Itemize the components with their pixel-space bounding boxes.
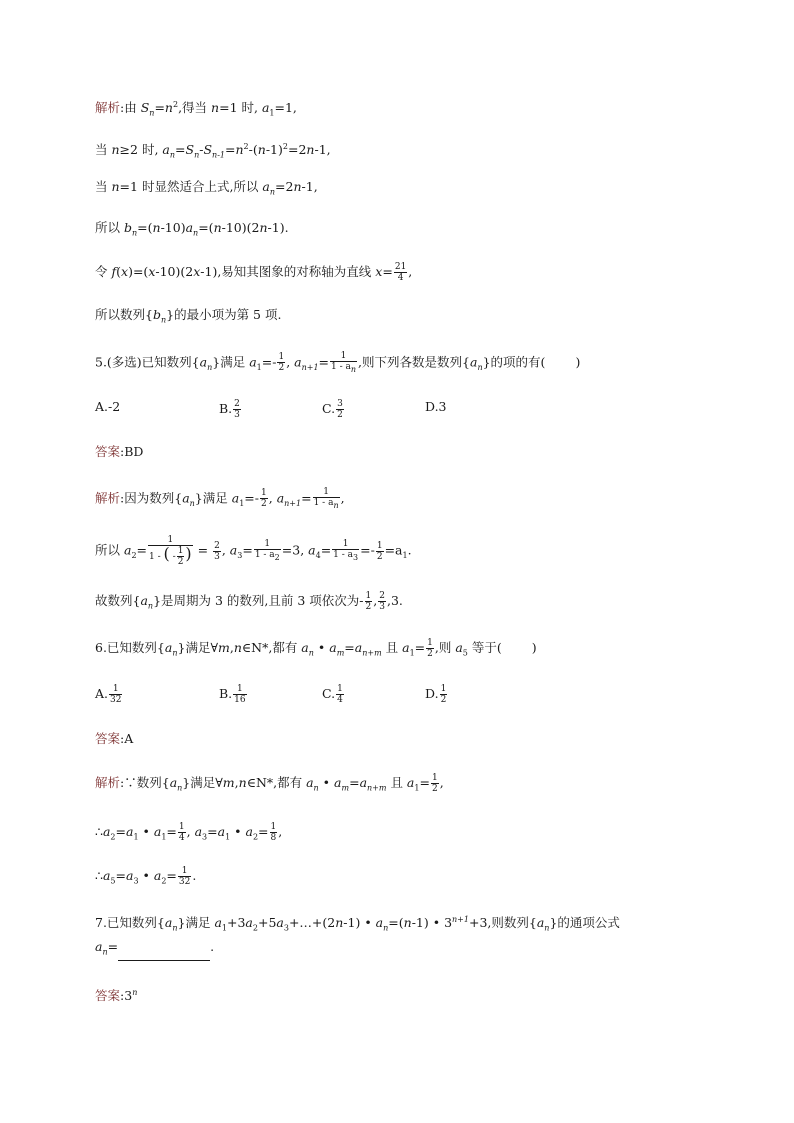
answer-label: 答案	[95, 988, 121, 1004]
q6-analysis-line-3: $\therefore a_5=a_3$ • $a_2=$ $\frac{1}{32}$ .	[95, 866, 197, 887]
q6-answer: 答案:A	[95, 731, 134, 746]
q5-option-a[interactable]: A.-2	[95, 399, 121, 414]
q7-answer: 答案:3$^n$	[95, 988, 138, 1004]
answer-label: 答案	[95, 444, 121, 459]
answer-blank[interactable]	[118, 948, 210, 961]
fraction: $\frac{21}{4}$	[394, 262, 407, 283]
q7-stem-line-1: 7.已知数列$\{a_n\}$满足 $a_1+3a_2+5a_3+\dots+(2n-1)$ • $a_n=(n-1)$ • $3^{n+1}+3$,则数列$\{a_n\}$的通项公式	[95, 915, 620, 933]
p4-analysis-line-1: 解析:由 $S_n=n^2$,得当 n=1 时, $a_1=1$,	[95, 100, 297, 118]
q6-option-a[interactable]: A. $\frac{1}{32}$	[95, 684, 122, 705]
q6-analysis-line-2: $\therefore a_2=a_1$ • $a_1=$ $\frac{1}{4}$ , $a_3=a_1$ • $a_2=$ $\frac{1}{8}$ ,	[95, 822, 283, 843]
q6-option-d[interactable]: D. $\frac{1}{2}$	[425, 684, 447, 705]
q7-stem-line-2: $a_n=$ .	[95, 939, 214, 961]
q5-option-c[interactable]: C. $\frac{3}{2}$	[322, 399, 343, 420]
q5-stem: 5.(多选)已知数列$\{a_n\}$满足 $a_1=-$ $\frac{1}{2}$ , $a_{n+1}=$ $\frac{1}{1 - a_n}$ ,则下列各数是数列$\{a_n\}$的项的有( )	[95, 351, 581, 374]
analysis-label: 解析	[95, 100, 121, 116]
analysis-label: 解析	[95, 775, 121, 790]
q5-option-d[interactable]: D.3	[425, 399, 447, 414]
analysis-label: 解析	[95, 490, 121, 506]
q5-analysis-line-2: 所以 $a_2=$ 1 1 - ( - $\frac{1}{2}$ ) = $\frac{2}{3}$ , $a_3=$ $\frac{1}{1 - a_2}$ =3, $a_4=$ $\frac{1}{1 - a_3}$ =- $\frac{1}{2}$ $=a_1$.	[95, 535, 412, 567]
answer-label: 答案	[95, 731, 121, 746]
p4-analysis-line-5: 令 f(x)=(x-10)(2x-1),易知其图象的对称轴为直线 x= $\frac{21}{4}$ ,	[95, 262, 413, 283]
q6-options	[95, 684, 495, 704]
q6-stem: 6.已知数列$\{a_n\}$满足∀m,n∈N*,都有 $a_n$ • $a_m=a_{n+m}$ 且 $a_1=$ $\frac{1}{2}$ ,则 $a_5$ 等于( )	[95, 638, 537, 659]
q6-option-c[interactable]: C. $\frac{1}{4}$	[322, 684, 343, 705]
p4-analysis-line-6: 所以数列$\{b_n\}$的最小项为第 5 项.	[95, 307, 282, 325]
q6-analysis-line-1: 解析:∵数列$\{a_n\}$满足∀m,n∈N*,都有 $a_n$ • $a_m=a_{n+m}$ 且 $a_1=$ $\frac{1}{2}$ ,	[95, 773, 444, 794]
q5-analysis-line-1: 解析:因为数列$\{a_n\}$满足 $a_1=-$ $\frac{1}{2}$ , $a_{n+1}=$ $\frac{1}{1 - a_n}$ ,	[95, 487, 345, 510]
q6-option-b[interactable]: B. $\frac{1}{16}$	[219, 684, 246, 705]
p4-analysis-line-2: 当 n≥2 时, $a_n=S_n-S_{n-1}=n^2-(n-1)^2=2n-1$,	[95, 142, 331, 160]
q5-options	[95, 399, 495, 419]
p4-analysis-line-3: 当 n=1 时显然适合上式,所以 $a_n=2n-1$,	[95, 179, 318, 197]
q5-option-b[interactable]: B. $\frac{2}{3}$	[219, 399, 240, 420]
q5-answer: 答案:BD	[95, 444, 144, 459]
q5-analysis-line-3: 故数列$\{a_n\}$是周期为 3 的数列,且前 3 项依次为- $\frac{1}{2}$ , $\frac{2}{3}$ ,3.	[95, 591, 403, 612]
p4-analysis-line-4: 所以 $b_n=(n-10)a_n=(n-10)(2n-1)$.	[95, 220, 289, 238]
